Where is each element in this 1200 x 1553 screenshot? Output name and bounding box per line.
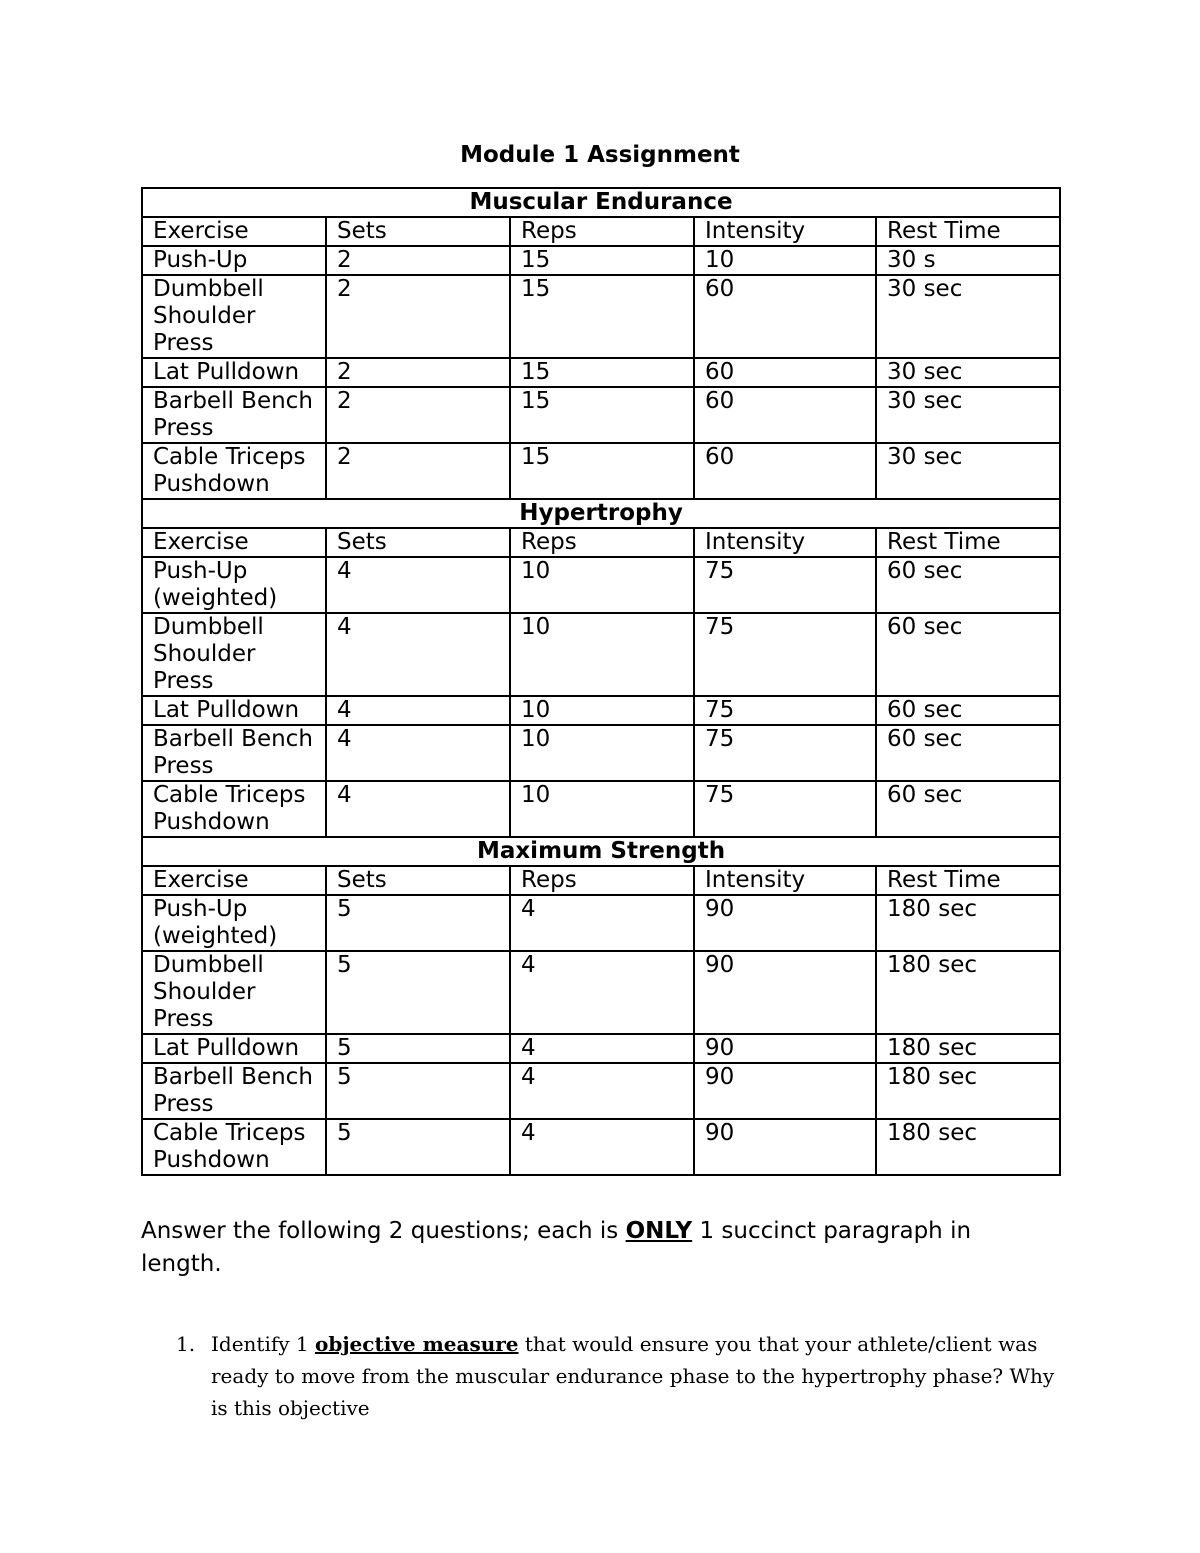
column-header: Rest Time bbox=[876, 528, 1060, 557]
table-cell: 10 bbox=[510, 696, 694, 725]
section-header-row bbox=[142, 837, 1060, 866]
table-cell: 60 sec bbox=[876, 557, 1060, 613]
column-header: Reps bbox=[510, 528, 694, 557]
table-cell: 4 bbox=[510, 895, 694, 951]
table-cell: 2 bbox=[326, 387, 510, 443]
column-header: Reps bbox=[510, 866, 694, 895]
column-header-row bbox=[142, 528, 1060, 557]
exercise-cell: Lat Pulldown bbox=[142, 1034, 326, 1063]
table-cell: 4 bbox=[510, 1119, 694, 1175]
exercise-cell: Barbell Bench Press bbox=[142, 1063, 326, 1119]
column-header: Sets bbox=[326, 217, 510, 246]
instructions-text-end: 1 succinct paragraph in length. bbox=[141, 1218, 972, 1277]
question-1 bbox=[176, 1328, 1066, 1424]
table-cell: 90 bbox=[694, 1034, 876, 1063]
table-cell: 75 bbox=[694, 557, 876, 613]
table-cell: 10 bbox=[510, 781, 694, 837]
table-row bbox=[142, 358, 1060, 387]
column-header-row bbox=[142, 217, 1060, 246]
table-cell: 60 bbox=[694, 358, 876, 387]
table-cell: 5 bbox=[326, 1034, 510, 1063]
table-cell: 2 bbox=[326, 275, 510, 358]
table-cell: 4 bbox=[326, 557, 510, 613]
table-cell: 30 sec bbox=[876, 358, 1060, 387]
table-cell: 180 sec bbox=[876, 1063, 1060, 1119]
table-row bbox=[142, 1063, 1060, 1119]
table-cell: 5 bbox=[326, 1063, 510, 1119]
table-cell: 180 sec bbox=[876, 895, 1060, 951]
exercise-cell: Barbell Bench Press bbox=[142, 387, 326, 443]
question-emphasis: objective measure bbox=[315, 1332, 519, 1356]
table-cell: 2 bbox=[326, 246, 510, 275]
column-header: Sets bbox=[326, 866, 510, 895]
table-cell: 90 bbox=[694, 895, 876, 951]
table-cell: 4 bbox=[326, 781, 510, 837]
table-cell: 4 bbox=[510, 1034, 694, 1063]
column-header: Intensity bbox=[694, 217, 876, 246]
table-cell: 90 bbox=[694, 951, 876, 1034]
table-row bbox=[142, 725, 1060, 781]
table-row bbox=[142, 1034, 1060, 1063]
table-row bbox=[142, 951, 1060, 1034]
table-row bbox=[142, 275, 1060, 358]
table-cell: 60 bbox=[694, 443, 876, 499]
section-header-row bbox=[142, 499, 1060, 528]
exercise-cell: Cable Triceps Pushdown bbox=[142, 443, 326, 499]
exercise-cell: Dumbbell Shoulder Press bbox=[142, 275, 326, 358]
table-cell: 4 bbox=[326, 613, 510, 696]
table-cell: 10 bbox=[510, 725, 694, 781]
instructions-emphasis: ONLY bbox=[625, 1218, 693, 1244]
table-cell: 180 sec bbox=[876, 1034, 1060, 1063]
table-cell: 4 bbox=[510, 1063, 694, 1119]
table-row bbox=[142, 387, 1060, 443]
table-cell: 30 s bbox=[876, 246, 1060, 275]
table-row bbox=[142, 781, 1060, 837]
exercise-cell: Cable Triceps Pushdown bbox=[142, 781, 326, 837]
section-header-row bbox=[142, 188, 1060, 217]
table-cell: 180 sec bbox=[876, 951, 1060, 1034]
table-cell: 2 bbox=[326, 443, 510, 499]
table-cell: 60 bbox=[694, 387, 876, 443]
column-header: Exercise bbox=[142, 528, 326, 557]
table-cell: 15 bbox=[510, 246, 694, 275]
table-cell: 75 bbox=[694, 781, 876, 837]
table-cell: 2 bbox=[326, 358, 510, 387]
training-program-table bbox=[141, 187, 1061, 1176]
table-cell: 4 bbox=[510, 951, 694, 1034]
question-number: 1. bbox=[176, 1332, 196, 1356]
table-cell: 4 bbox=[326, 725, 510, 781]
page-title: Module 1 Assignment bbox=[460, 142, 740, 168]
table-row bbox=[142, 613, 1060, 696]
table-cell: 90 bbox=[694, 1063, 876, 1119]
table-cell: 15 bbox=[510, 443, 694, 499]
column-header: Exercise bbox=[142, 217, 326, 246]
column-header: Reps bbox=[510, 217, 694, 246]
exercise-cell: Push-Up (weighted) bbox=[142, 557, 326, 613]
table-cell: 30 sec bbox=[876, 387, 1060, 443]
column-header: Sets bbox=[326, 528, 510, 557]
table-cell: 4 bbox=[326, 696, 510, 725]
table-cell: 15 bbox=[510, 358, 694, 387]
table-cell: 180 sec bbox=[876, 1119, 1060, 1175]
exercise-cell: Lat Pulldown bbox=[142, 696, 326, 725]
table-cell: 10 bbox=[510, 613, 694, 696]
table-row bbox=[142, 895, 1060, 951]
table-cell: 10 bbox=[510, 557, 694, 613]
instructions-paragraph bbox=[141, 1215, 1041, 1281]
table-cell: 90 bbox=[694, 1119, 876, 1175]
table-cell: 60 sec bbox=[876, 613, 1060, 696]
table-cell: 30 sec bbox=[876, 275, 1060, 358]
table-cell: 15 bbox=[510, 275, 694, 358]
table-row bbox=[142, 246, 1060, 275]
section-title: Muscular Endurance bbox=[142, 188, 1060, 217]
table-cell: 75 bbox=[694, 613, 876, 696]
table-cell: 5 bbox=[326, 895, 510, 951]
column-header: Intensity bbox=[694, 528, 876, 557]
section-title: Hypertrophy bbox=[142, 499, 1060, 528]
column-header-row bbox=[142, 866, 1060, 895]
column-header: Rest Time bbox=[876, 217, 1060, 246]
table-cell: 15 bbox=[510, 387, 694, 443]
instructions-text: Answer the following 2 questions; each is bbox=[141, 1218, 626, 1244]
exercise-cell: Dumbbell Shoulder Press bbox=[142, 951, 326, 1034]
exercise-cell: Push-Up bbox=[142, 246, 326, 275]
exercise-cell: Cable Triceps Pushdown bbox=[142, 1119, 326, 1175]
table-row bbox=[142, 696, 1060, 725]
exercise-cell: Barbell Bench Press bbox=[142, 725, 326, 781]
table-cell: 10 bbox=[694, 246, 876, 275]
exercise-cell: Dumbbell Shoulder Press bbox=[142, 613, 326, 696]
table-cell: 60 sec bbox=[876, 696, 1060, 725]
column-header: Intensity bbox=[694, 866, 876, 895]
table-row bbox=[142, 443, 1060, 499]
table-row bbox=[142, 557, 1060, 613]
column-header: Rest Time bbox=[876, 866, 1060, 895]
question-text-end: that would ensure you that your athlete/client was ready to move from the muscular endurance phase to the hypertrophy phase? Why is this objective bbox=[211, 1332, 1055, 1420]
table-cell: 75 bbox=[694, 696, 876, 725]
table-cell: 75 bbox=[694, 725, 876, 781]
section-title: Maximum Strength bbox=[142, 837, 1060, 866]
table-cell: 30 sec bbox=[876, 443, 1060, 499]
question-text bbox=[211, 1328, 1066, 1424]
table-cell: 60 sec bbox=[876, 725, 1060, 781]
table-cell: 5 bbox=[326, 1119, 510, 1175]
table-cell: 5 bbox=[326, 951, 510, 1034]
table-row bbox=[142, 1119, 1060, 1175]
table-cell: 60 bbox=[694, 275, 876, 358]
table-cell: 60 sec bbox=[876, 781, 1060, 837]
column-header: Exercise bbox=[142, 866, 326, 895]
exercise-cell: Push-Up (weighted) bbox=[142, 895, 326, 951]
question-text-start: Identify 1 bbox=[211, 1332, 315, 1356]
exercise-cell: Lat Pulldown bbox=[142, 358, 326, 387]
